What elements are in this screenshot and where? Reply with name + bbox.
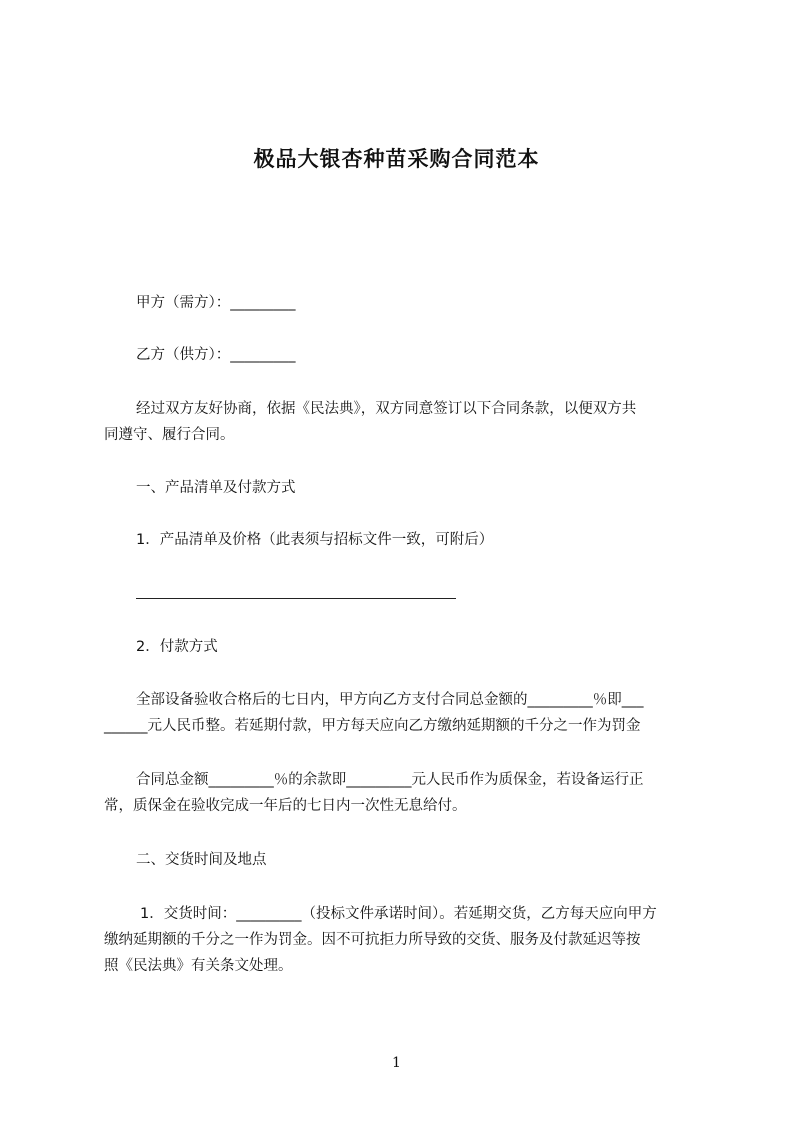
deposit-line-2: 常，质保金在验收完成一年后的七日内一次性无息给付。 — [104, 798, 467, 814]
delivery-line-3: 照《民法典》有关条文处理。 — [104, 958, 293, 974]
deposit-line-1: 合同总金额_________％的余款即_________元人民币作为质保金，若设备运行正 — [136, 772, 644, 788]
intro-paragraph — [104, 396, 726, 448]
product-list-blank-line — [136, 598, 456, 599]
delivery-line-2: 缴纳延期额的千分之一作为罚金。因不可抗拒力所导致的交货、服务及付款延迟等按 — [104, 932, 641, 948]
payment-line-1: 全部设备验收合格后的七日内，甲方向乙方支付合同总金额的_________％即___ — [136, 692, 644, 708]
intro-line-2: 同遵守、履行合同。 — [104, 427, 235, 443]
deposit-paragraph — [104, 767, 726, 819]
page-number: 1 — [392, 1055, 401, 1071]
section-1-item-2: 2．付款方式 — [136, 639, 218, 655]
party-a-line: 甲方（需方）：_________ — [136, 295, 296, 311]
intro-line-1: 经过双方友好协商，依据《民法典》，双方同意签订以下合同条款，以便双方共 — [136, 401, 637, 417]
payment-paragraph — [104, 687, 726, 739]
delivery-paragraph — [104, 901, 726, 979]
section-1-heading: 一、产品清单及付款方式 — [136, 480, 296, 496]
section-2-heading: 二、交货时间及地点 — [136, 852, 267, 868]
section-1-item-1: 1．产品清单及价格（此表须与招标文件一致，可附后） — [136, 532, 494, 548]
party-b-line: 乙方（供方）：_________ — [136, 347, 296, 363]
payment-line-2: ______元人民币整。若延期付款，甲方每天应向乙方缴纳延期额的千分之一作为罚金 — [104, 718, 641, 734]
delivery-line-1: 1．交货时间：_________（投标文件承诺时间）。若延期交货，乙方每天应向甲方 — [140, 906, 657, 922]
document-title: 极品大银杏种苗采购合同范本 — [253, 147, 540, 171]
